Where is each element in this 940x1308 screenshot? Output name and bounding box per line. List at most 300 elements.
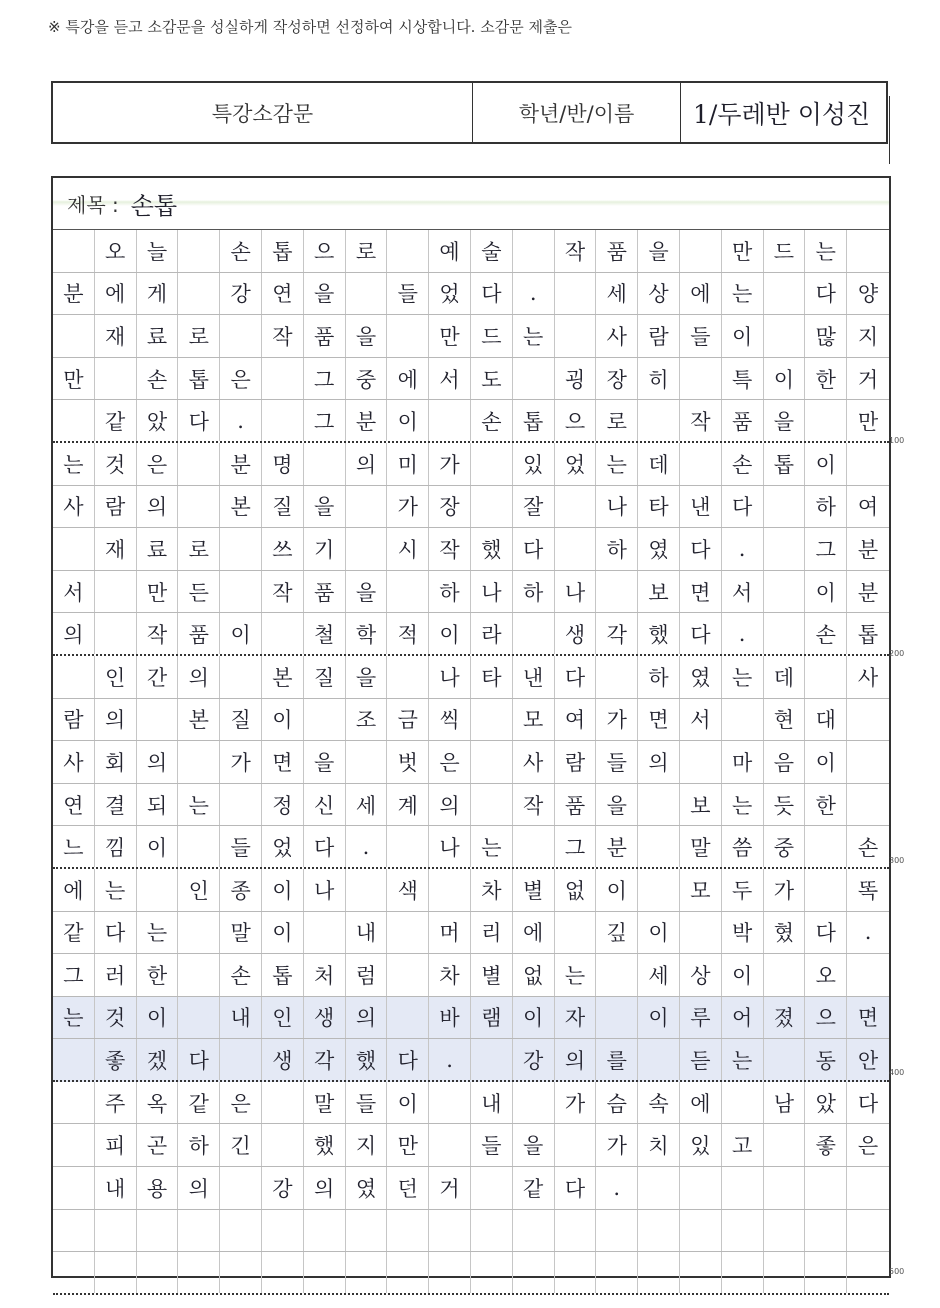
grid-cell: 이: [596, 869, 638, 911]
grid-cell: 톱: [262, 230, 304, 272]
grid-cell: [638, 1210, 680, 1252]
grid-row: [53, 1252, 889, 1295]
grid-cell: 다: [722, 486, 764, 528]
grid-cell: 분: [857, 537, 879, 562]
grid-cell: 별: [513, 869, 555, 911]
grid-cell: 양: [857, 282, 879, 307]
grid-row: [53, 784, 889, 827]
grid-cell: [680, 1210, 722, 1252]
grid-cell: 사: [857, 665, 879, 690]
grid-cell: 의: [346, 997, 388, 1039]
grid-cell: [513, 1252, 555, 1293]
grid-cell: 가: [596, 699, 638, 741]
grid-cell: 는: [137, 912, 179, 954]
grid-cell: 신: [304, 784, 346, 826]
grid-cell: 각: [304, 1039, 346, 1080]
grid-cell: 각: [596, 613, 638, 654]
grid-cell: 좋: [95, 1039, 137, 1080]
grid-cell: 는: [722, 784, 764, 826]
grid-cell: .: [513, 273, 555, 315]
grid-cell: 하: [805, 486, 847, 528]
grid-row: [53, 699, 889, 742]
grid-cell: 였: [638, 528, 680, 570]
grid-cell: 강: [513, 1039, 555, 1080]
grid-cell: 로: [178, 315, 220, 357]
grid-cell: 손: [220, 230, 262, 272]
grid-cell: [429, 869, 471, 911]
grid-cell: [53, 400, 95, 441]
grid-cell: 에: [53, 869, 95, 911]
grid-cell: 피: [95, 1124, 137, 1166]
grid-cell: 세: [346, 784, 388, 826]
grid-cells: [53, 230, 889, 1295]
grid-cell: [764, 1210, 806, 1252]
grid-cell: 박: [722, 912, 764, 954]
grid-cell: [220, 1252, 262, 1293]
grid-cell: 는: [722, 656, 764, 698]
grid-cell: 서: [53, 571, 95, 613]
grid-cell: 용: [137, 1167, 179, 1209]
grid-cell: 가: [596, 1124, 638, 1166]
grid-cell: 처: [304, 954, 346, 996]
grid-cell: [429, 1082, 471, 1124]
grid-cell: [178, 741, 220, 783]
grid-cell: 사: [53, 741, 95, 783]
grid-cell: 조: [346, 699, 388, 741]
grid-cell: 다: [680, 528, 722, 570]
grid-cell: [262, 358, 304, 400]
grid-cell: 데: [764, 656, 806, 698]
grid-cell: [178, 443, 220, 485]
grid-cell: 나: [304, 869, 346, 911]
grid-cell: [304, 699, 346, 741]
grid-cell: 말: [304, 1082, 346, 1124]
grid-cell: 가: [555, 1082, 597, 1124]
grid-cell: [95, 1252, 137, 1293]
grid-cell: 낸: [513, 656, 555, 698]
grid-cell: [638, 784, 680, 826]
grid-cell: 람: [95, 486, 137, 528]
grid-cell: 료: [137, 315, 179, 357]
grid-cell: 작: [513, 784, 555, 826]
grid-cell: 질: [262, 486, 304, 528]
grid-cell: 사: [53, 486, 95, 528]
char-count-300: 300: [889, 856, 905, 865]
grid-cell: 러: [95, 954, 137, 996]
grid-cell: 리: [471, 912, 513, 954]
grid-cell: 장: [596, 358, 638, 400]
grid-cell: 품: [596, 230, 638, 272]
grid-row: [53, 1124, 889, 1167]
grid-cell: [596, 1252, 638, 1293]
grid-cell: [680, 1252, 722, 1293]
grid-cell: 을: [346, 571, 388, 613]
form-title: 특강소감문: [53, 83, 473, 142]
grid-cell: [764, 486, 806, 528]
grid-cell: 는: [722, 1039, 764, 1080]
grid-cell: 던: [387, 1167, 429, 1209]
grid-cell: 이: [262, 912, 304, 954]
grid-cell: 는: [805, 230, 847, 272]
grid-cell: 에: [95, 273, 137, 315]
grid-cell: [764, 571, 806, 613]
grid-cell: 거: [857, 367, 879, 392]
grid-cell: [387, 315, 429, 357]
grid-cell: 람: [53, 699, 95, 741]
grid-cell: [555, 1252, 597, 1293]
grid-cell: 같: [178, 1082, 220, 1124]
title-label: 제목 :: [67, 193, 119, 217]
grid-cell: [555, 528, 597, 570]
grid-cell: 다: [555, 656, 597, 698]
grid-cell: [847, 741, 889, 783]
grid-cell: 씩: [429, 699, 471, 741]
grid-cell: [764, 1167, 806, 1209]
grid-cell: 만: [429, 315, 471, 357]
grid-cell: 은: [220, 1082, 262, 1124]
grid-cell: 분: [857, 580, 879, 605]
grid-row: [53, 1082, 889, 1125]
grid-row: [53, 1039, 889, 1082]
grid-cell: [471, 699, 513, 741]
grid-cell: [680, 443, 722, 485]
grid-cell: [722, 1252, 764, 1293]
grid-cell: 들: [220, 826, 262, 867]
grid-cell: 본: [178, 699, 220, 741]
grid-cell: 는: [722, 273, 764, 315]
grid-cell: [262, 1252, 304, 1293]
grid-cell: [387, 571, 429, 613]
grid-cell: 서: [722, 571, 764, 613]
grid-cell: [53, 1167, 95, 1209]
grid-cell: [471, 1210, 513, 1252]
grid-cell: 다: [555, 1167, 597, 1209]
grid-cell: [847, 699, 889, 741]
grid-cell: [53, 528, 95, 570]
grid-cell: 안: [857, 1048, 879, 1073]
grid-cell: 나: [471, 571, 513, 613]
grid-cell: 들: [471, 1124, 513, 1166]
grid-cell: 곤: [137, 1124, 179, 1166]
grid-cell: [764, 1039, 806, 1080]
grid-cell: [638, 869, 680, 911]
margin-rule: [889, 96, 890, 164]
grid-cell: [513, 230, 555, 272]
grid-cell: 루: [680, 997, 722, 1039]
grid-cell: 되: [137, 784, 179, 826]
grid-cell: [847, 230, 889, 272]
grid-cell: 다: [178, 1039, 220, 1080]
grid-cell: 이: [220, 613, 262, 654]
grid-cell: [471, 741, 513, 783]
grid-cell: 게: [137, 273, 179, 315]
grid-cell: [178, 997, 220, 1039]
grid-cell: .: [722, 528, 764, 570]
grid-cell: 면: [857, 1006, 879, 1031]
grid-cell: 을: [764, 400, 806, 441]
grid-cell: 연: [53, 784, 95, 826]
grid-cell: [178, 954, 220, 996]
submission-notice: ※ 특강을 듣고 소감문을 성실하게 작성하면 선정하여 시상합니다. 소감문 제출은: [48, 18, 572, 36]
grid-cell: 하: [513, 571, 555, 613]
grid-cell: 여: [857, 495, 879, 520]
grid-cell: [638, 400, 680, 441]
grid-cell: 가: [220, 741, 262, 783]
grid-cell: [387, 997, 429, 1039]
title-row: [53, 178, 889, 230]
grid-cell: 중: [764, 826, 806, 867]
grid-cell: [304, 912, 346, 954]
grid-cell: 들: [387, 273, 429, 315]
grid-cell: 의: [178, 656, 220, 698]
grid-cell: [847, 954, 889, 996]
grid-cell: 이: [513, 997, 555, 1039]
grid-cell: [471, 486, 513, 528]
grid-cell: [555, 486, 597, 528]
grid-cell: 차: [429, 954, 471, 996]
grid-cell: [387, 912, 429, 954]
grid-cell: 색: [387, 869, 429, 911]
grid-cell: [596, 1210, 638, 1252]
grid-cell: [346, 1252, 388, 1293]
grid-cell: 하: [178, 1124, 220, 1166]
grid-cell: [764, 1252, 806, 1293]
grid-cell: [429, 1210, 471, 1252]
grid-cell: 톱: [857, 622, 879, 647]
grid-cell: 동: [805, 1039, 847, 1080]
grid-cell: 럼: [346, 954, 388, 996]
grid-cell: 는: [513, 315, 555, 357]
grid-cell: [387, 230, 429, 272]
grid-cell: 다: [680, 613, 722, 654]
grid-cell: 로: [346, 230, 388, 272]
grid-cell: [178, 1210, 220, 1252]
char-count-200: 200: [889, 649, 905, 658]
grid-cell: 본: [262, 656, 304, 698]
grid-cell: 정: [262, 784, 304, 826]
grid-cell: [638, 1167, 680, 1209]
manuscript-grid: [51, 176, 891, 1278]
grid-cell: [178, 273, 220, 315]
grid-cell: 았: [805, 1082, 847, 1124]
grid-cell: 내: [346, 912, 388, 954]
grid-cell: [387, 1252, 429, 1293]
grid-cell: 깊: [596, 912, 638, 954]
grid-row: [53, 273, 889, 316]
grid-cell: [680, 1167, 722, 1209]
grid-cell: 는: [53, 997, 95, 1039]
grid-cell: 것: [95, 443, 137, 485]
grid-cell: 가: [764, 869, 806, 911]
grid-cell: 지: [857, 324, 879, 349]
grid-cell: 는: [471, 826, 513, 867]
grid-cell: 다: [95, 912, 137, 954]
grid-cell: 같: [95, 400, 137, 441]
grid-cell: 세: [596, 273, 638, 315]
grid-cell: 에: [513, 912, 555, 954]
grid-cell: [513, 1082, 555, 1124]
grid-cell: 사: [513, 741, 555, 783]
grid-cell: [555, 315, 597, 357]
grid-cell: [555, 912, 597, 954]
grid-cell: 회: [95, 741, 137, 783]
grid-cell: 같: [53, 912, 95, 954]
grid-cell: 만: [722, 230, 764, 272]
grid-row: [53, 912, 889, 955]
grid-cell: 종: [220, 869, 262, 911]
grid-cell: 손: [857, 835, 879, 860]
grid-cell: 중: [346, 358, 388, 400]
grid-cell: 하: [638, 656, 680, 698]
grid-cell: [220, 1039, 262, 1080]
char-count-400: 400: [889, 1068, 905, 1077]
grid-cell: 마: [722, 741, 764, 783]
grid-cell: 잘: [513, 486, 555, 528]
grid-cell: [387, 656, 429, 698]
grid-cell: [680, 741, 722, 783]
grid-cell: 하: [596, 528, 638, 570]
grid-cell: 있: [513, 443, 555, 485]
grid-cell: 으: [304, 230, 346, 272]
grid-cell: 는: [95, 869, 137, 911]
grid-cell: 생: [555, 613, 597, 654]
grid-cell: 좋: [805, 1124, 847, 1166]
grid-row: [53, 656, 889, 699]
grid-cell: 자: [555, 997, 597, 1039]
grid-cell: [262, 1082, 304, 1124]
grid-cell: 이: [387, 1082, 429, 1124]
grid-cell: 이: [638, 912, 680, 954]
grid-cell: [596, 571, 638, 613]
grid-row: [53, 954, 889, 997]
grid-cell: 손: [471, 400, 513, 441]
grid-cell: [387, 1210, 429, 1252]
grid-cell: [53, 1252, 95, 1293]
grid-cell: 람: [638, 315, 680, 357]
grid-cell: 없: [555, 869, 597, 911]
grid-cell: 똑: [857, 878, 879, 903]
grid-cell: [638, 826, 680, 867]
grid-cell: [680, 230, 722, 272]
grid-row: [53, 400, 889, 443]
grid-cell: 면: [638, 699, 680, 741]
grid-cell: [346, 1210, 388, 1252]
grid-cell: 이: [805, 571, 847, 613]
grid-cell: 는: [596, 443, 638, 485]
grid-cell: 금: [387, 699, 429, 741]
grid-cell: 라: [471, 613, 513, 654]
grid-cell: 이: [137, 997, 179, 1039]
grid-cell: [346, 273, 388, 315]
grid-cell: 톱: [262, 954, 304, 996]
grid-cell: [220, 656, 262, 698]
grid-cell: 거: [429, 1167, 471, 1209]
grid-cell: 듣: [680, 1039, 722, 1080]
grid-cell: [178, 486, 220, 528]
grid-cell: 모: [513, 699, 555, 741]
grid-cell: [555, 1210, 597, 1252]
grid-cell: 들: [680, 315, 722, 357]
grid-cell: 는: [53, 443, 95, 485]
grid-cell: 낌: [95, 826, 137, 867]
grid-cell: 간: [137, 656, 179, 698]
grid-cell: 품: [555, 784, 597, 826]
grid-cell: 이: [805, 443, 847, 485]
grid-cell: 미: [387, 443, 429, 485]
grid-cell: 가: [387, 486, 429, 528]
grid-cell: 드: [764, 230, 806, 272]
grid-cell: 을: [346, 656, 388, 698]
grid-cell: 굉: [555, 358, 597, 400]
grid-cell: [95, 358, 137, 400]
grid-cell: 었: [429, 273, 471, 315]
grid-cell: [304, 443, 346, 485]
grid-cell: 말: [220, 912, 262, 954]
grid-cell: 작: [137, 613, 179, 654]
grid-cell: 사: [596, 315, 638, 357]
grid-cell: 모: [680, 869, 722, 911]
grid-cell: 이: [429, 613, 471, 654]
grid-cell: 현: [764, 699, 806, 741]
grid-cell: [220, 571, 262, 613]
grid-cell: [137, 869, 179, 911]
grid-cell: 결: [95, 784, 137, 826]
grid-row: [53, 443, 889, 486]
grid-cell: 계: [387, 784, 429, 826]
grid-cell: 톱: [178, 358, 220, 400]
grid-cell: [764, 954, 806, 996]
grid-cell: 로: [596, 400, 638, 441]
grid-cell: 의: [638, 741, 680, 783]
grid-cell: 대: [805, 699, 847, 741]
grid-cell: [262, 613, 304, 654]
grid-cell: 한: [805, 358, 847, 400]
grid-cell: 느: [53, 826, 95, 867]
grid-cell: 가: [429, 443, 471, 485]
grid-cell: [471, 1167, 513, 1209]
grid-cell: 명: [262, 443, 304, 485]
grid-cell: 작: [262, 571, 304, 613]
grid-cell: [471, 1039, 513, 1080]
grid-cell: 은: [857, 1134, 879, 1159]
grid-cell: 오: [805, 954, 847, 996]
grid-cell: [596, 656, 638, 698]
grid-cell: [805, 869, 847, 911]
grid-cell: .: [220, 400, 262, 441]
grid-cell: [137, 1210, 179, 1252]
grid-cell: [429, 400, 471, 441]
grid-cell: 한: [137, 954, 179, 996]
grid-cell: 강: [262, 1167, 304, 1209]
grid-cell: [262, 400, 304, 441]
grid-cell: 했: [638, 613, 680, 654]
grid-cell: 본: [220, 486, 262, 528]
grid-cell: [847, 1210, 889, 1252]
grid-cell: 을: [304, 486, 346, 528]
grid-cell: 적: [387, 613, 429, 654]
grid-cell: [596, 954, 638, 996]
grid-cell: [513, 358, 555, 400]
grid-cell: 여: [555, 699, 597, 741]
grid-cell: 은: [429, 741, 471, 783]
grid-cell: [638, 1252, 680, 1293]
grid-cell: 을: [304, 741, 346, 783]
grid-cell: [764, 315, 806, 357]
grid-cell: 장: [429, 486, 471, 528]
grid-cell: 겠: [137, 1039, 179, 1080]
grid-cell: 졌: [764, 997, 806, 1039]
grid-cell: 에: [680, 1082, 722, 1124]
